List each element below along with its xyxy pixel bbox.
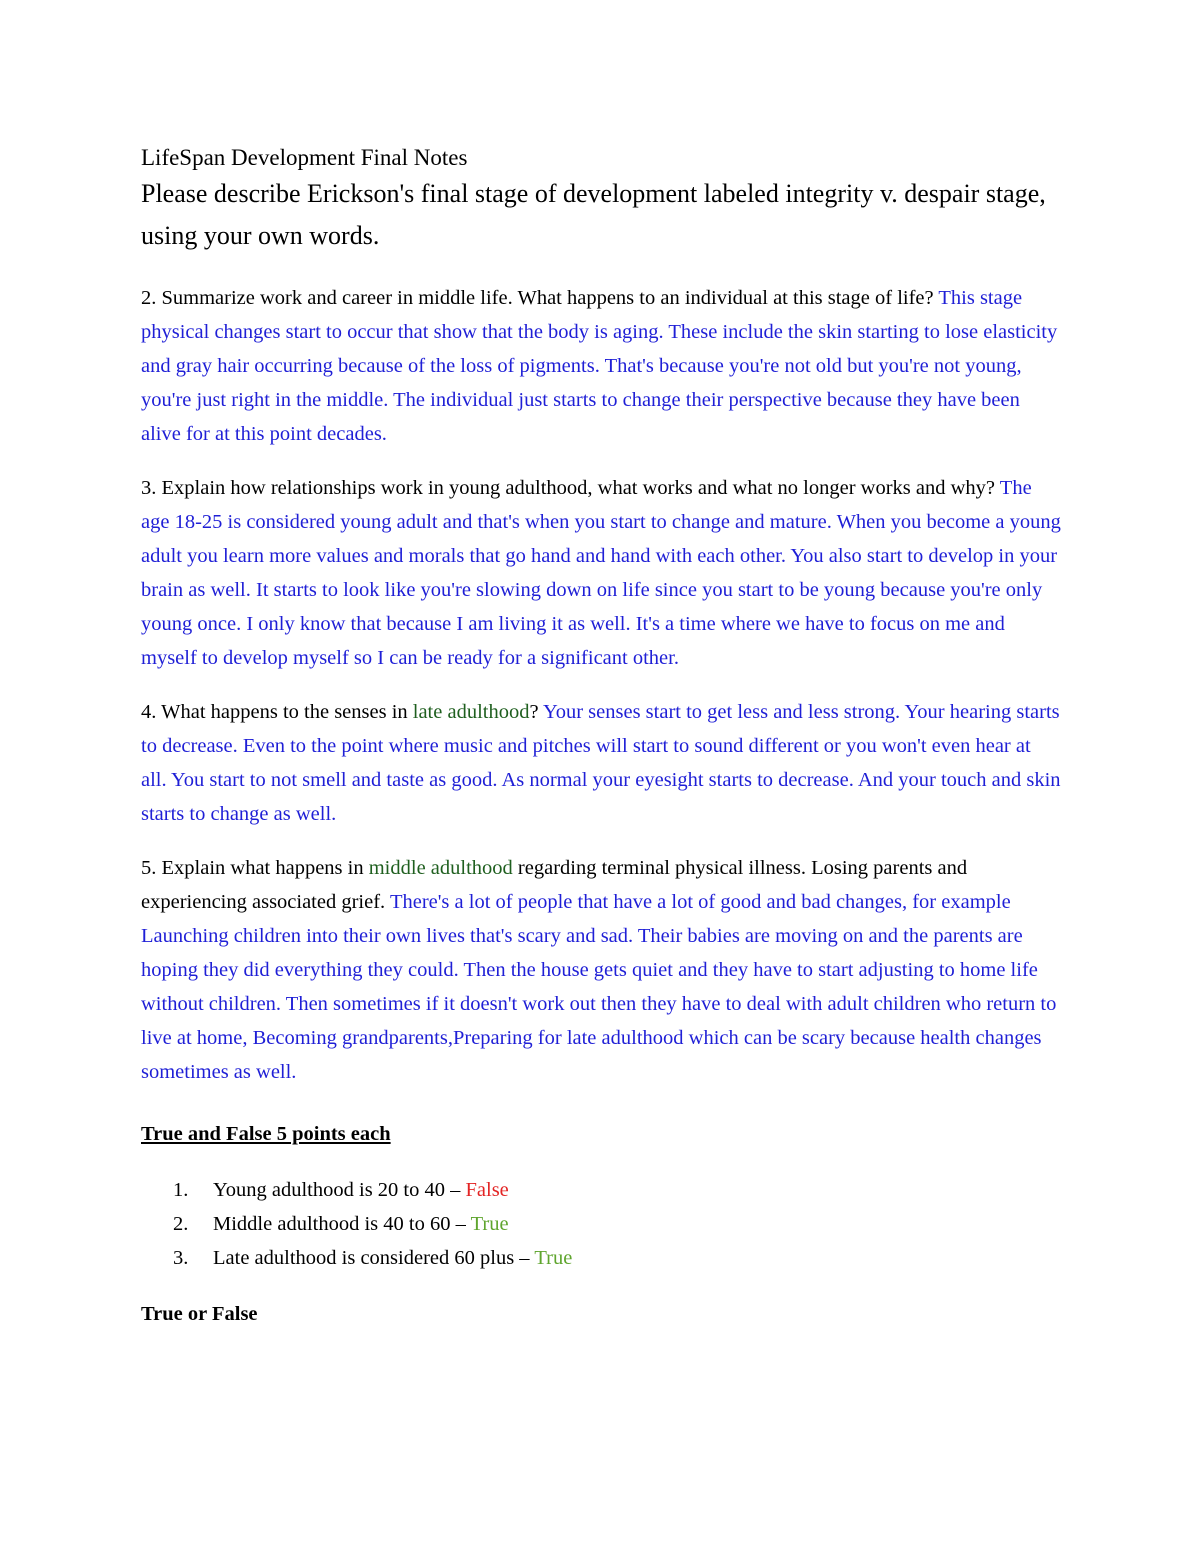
- list-item: [141, 1241, 1061, 1275]
- question-4-number: 4.: [141, 701, 157, 723]
- question-4-highlight: late adulthood: [412, 701, 530, 723]
- true-false-list: [141, 1173, 1061, 1275]
- list-item-answer: False: [465, 1179, 509, 1201]
- list-item-statement: Late adulthood is considered 60 plus –: [213, 1247, 535, 1269]
- question-3-answer: The age 18-25 is considered young adult and that's when you start to change and mature. When you become a young adult you learn more values and morals that go hand and hand with each other. You also start to develop in your brain as well. It starts to look like you're slowing down on life since you start to be young because you're only young once. I only know that because I am living it as well. It's a time where we have to focus on me and myself to develop myself so I can be ready for a significant other.: [141, 477, 1061, 669]
- list-item-number: 1.: [173, 1179, 189, 1201]
- question-4-answer: Your senses start to get less and less strong. Your hearing starts to decrease. Even to the point where music and pitches will start to sound different or you won't even hear at all. You start to not smell and taste as good. As normal your eyesight starts to decrease. And your touch and skin starts to change as well.: [141, 701, 1061, 825]
- question-1-prompt: Please describe Erickson's final stage of development labeled integrity v. despair stage, using your own words.: [141, 179, 1046, 250]
- question-4-text-before: What happens to the senses in: [156, 701, 413, 723]
- question-4: [141, 695, 1061, 831]
- question-2-text: Summarize work and career in middle life. What happens to an individual at this stage of life?: [156, 287, 934, 309]
- question-5-text-before: Explain what happens in: [156, 857, 369, 879]
- list-item-number: 2.: [173, 1213, 189, 1235]
- list-item: [141, 1173, 1061, 1207]
- true-false-heading: True and False 5 points each: [141, 1123, 391, 1145]
- question-3: [141, 471, 1061, 675]
- question-3-text: Explain how relationships work in young adulthood, what works and what no longer works and why?: [156, 477, 996, 499]
- question-2-answer: This stage physical changes start to occur that show that the body is aging. These include the skin starting to lose elasticity and gray hair occurring because of the loss of pigments. That's because you're not old but you're not young, you're just right in the middle. The individual just starts to change their perspective because they have been alive for at this point decades.: [141, 287, 1058, 445]
- list-item-number: 3.: [173, 1247, 189, 1269]
- question-2-number: 2.: [141, 287, 157, 309]
- document-title: LifeSpan Development Final Notes: [141, 145, 468, 170]
- true-or-false-heading: True or False: [141, 1303, 258, 1325]
- question-3-number: 3.: [141, 477, 157, 499]
- list-item: [141, 1207, 1061, 1241]
- question-5: [141, 851, 1061, 1089]
- question-5-answer: There's a lot of people that have a lot of good and bad changes, for example Launching children into their own lives that's scary and sad. Their babies are moving on and the parents are hoping they did everything they could. Then the house gets quiet and they have to start adjusting to home life without children. Then sometimes if it doesn't work out then they have to deal with adult children who return to live at home, Becoming grandparents,Preparing for late adulthood which can be scary because health changes sometimes as well.: [141, 891, 1057, 1083]
- list-item-answer: True: [534, 1247, 573, 1269]
- question-5-number: 5.: [141, 857, 157, 879]
- document-content: [141, 143, 1061, 1331]
- list-item-statement: Middle adulthood is 40 to 60 –: [213, 1213, 471, 1235]
- list-item-statement: Young adulthood is 20 to 40 –: [213, 1179, 466, 1201]
- question-5-text-after: regarding terminal physical illness. Losing parents and experiencing associated grief.: [141, 857, 968, 913]
- list-item-answer: True: [470, 1213, 509, 1235]
- question-5-highlight: middle adulthood: [368, 857, 513, 879]
- question-2: [141, 281, 1061, 451]
- question-4-text-after: ?: [529, 701, 539, 723]
